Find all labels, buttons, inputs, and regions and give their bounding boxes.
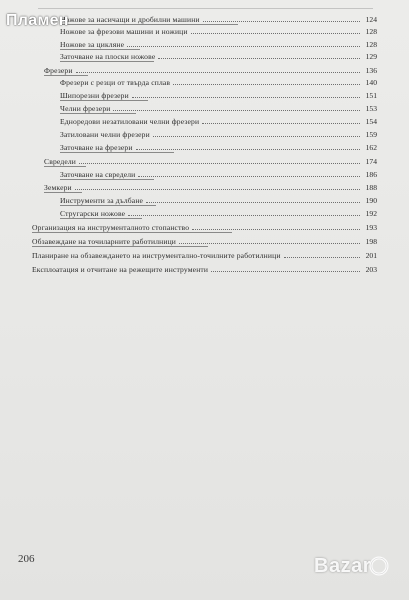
toc-entry-label: Планиране на обзавеждането на инструментално-точилните работилници [32,251,281,260]
toc-entry [60,52,377,61]
toc-entry-page: 159 [365,130,377,139]
toc-entry-page: 124 [365,15,377,24]
rule-line [32,232,232,233]
dot-leader [211,271,360,272]
toc-entry-page: 203 [365,265,377,274]
toc-entry-page: 174 [365,157,377,166]
dot-leader [136,149,360,150]
toc-entry-page: 153 [365,104,377,113]
toc-entry [32,237,377,246]
toc-entry-page: 128 [365,27,377,36]
toc-entry [32,251,377,260]
toc-entry [60,27,377,36]
rule-line [60,205,156,206]
dot-leader [146,202,360,203]
toc-entry-page: 188 [365,183,377,192]
dot-leader [284,257,360,258]
rule-line [44,192,82,193]
toc-entry-label: Фрезери с резци от твърда сплав [60,78,171,87]
toc-entry [44,183,377,192]
toc-entry-label: Едноредови незатиловани челни фрезери [60,117,200,126]
rule-line [60,61,154,62]
dot-leader [203,21,360,22]
toc-entry-page: 190 [365,196,377,205]
dot-leader [76,72,360,73]
watermark-seller: Пламен [6,12,69,29]
toc-entry [44,157,377,166]
toc-entry-page: 201 [365,251,377,260]
dot-leader [127,46,360,47]
watermark-logo [314,545,402,585]
rule-line [44,75,88,76]
page-top-edge [38,8,373,9]
toc-entry-label: Ножове за насичащи и дробилни машини [60,15,200,24]
toc-entry-page: 162 [365,143,377,152]
toc-entry-label: Стругарски ножове [60,209,126,218]
toc-entry-page: 128 [365,40,377,49]
dot-leader [79,163,360,164]
toc-entry [60,104,377,113]
toc-entry-page: 151 [365,91,377,100]
dot-leader [179,243,360,244]
toc-entry-page: 192 [365,209,377,218]
toc-entry [60,209,377,218]
toc-entry-label: Челни фрезери [60,104,111,113]
rule-line [60,218,142,219]
toc-entry-page: 198 [365,237,377,246]
toc-entry [60,78,377,87]
dot-leader [191,33,360,34]
page-number: 206 [18,553,35,565]
rule-line [60,24,238,25]
toc-entry-page: 129 [365,52,377,61]
rule-line [44,166,86,167]
dot-leader [202,123,360,124]
toc-entry-label: Организация на инструменталното стопанство [32,223,190,232]
logo-ring-icon [368,555,390,577]
dot-leader [132,97,360,98]
toc-entry-label: Земкери [44,183,72,192]
toc-entry-label: Ножове за фрезови машини и ножици [60,27,188,36]
toc-entry-label: Затиловани челни фрезери [60,130,150,139]
toc-entry [60,15,377,24]
dot-leader [173,84,360,85]
dot-leader [158,58,360,59]
toc-entry-label: Свредели [44,157,77,166]
rule-line [60,179,154,180]
toc-entry-page: 140 [365,78,377,87]
toc-entry-page: 193 [365,223,377,232]
toc-entry-label: Заточване на плоски ножове [60,52,156,61]
dot-leader [128,215,360,216]
toc-entry-page: 186 [365,170,377,179]
toc-entry [60,40,377,49]
toc-entry [60,143,377,152]
toc-entry-label: Шипорезни фрезери [60,91,129,100]
rule-line [32,246,208,247]
toc-entry-label: Ножове за цикляне [60,40,125,49]
dot-leader [153,136,360,137]
rule-line [60,113,136,114]
toc-entry-label: Инструменти за дълбане [60,196,144,205]
dot-leader [192,229,360,230]
rule-line [60,152,174,153]
rule-line [60,49,140,50]
watermark-logo-text: Bazar [314,555,371,577]
dot-leader [138,176,360,177]
dot-leader [75,189,360,190]
toc-entry [32,223,377,232]
toc-entry [60,117,377,126]
rule-line [60,100,148,101]
toc-entry [60,170,377,179]
toc-entry-label: Обзавеждане на точиларните работилници [32,237,177,246]
toc-entry-page: 154 [365,117,377,126]
toc-entry [44,66,377,75]
toc-entry [60,91,377,100]
toc-entry-label: Експлоатация и отчитане на режещите инструменти [32,265,209,274]
toc-entry-label: Фрезери [44,66,73,75]
toc-entry-label: Заточване на свредели [60,170,136,179]
toc-entry [60,196,377,205]
toc-entry-label: Заточване на фрезери [60,143,133,152]
toc-entry-page: 136 [365,66,377,75]
dot-leader [113,110,360,111]
toc-entry [60,130,377,139]
toc-entry [32,265,377,274]
